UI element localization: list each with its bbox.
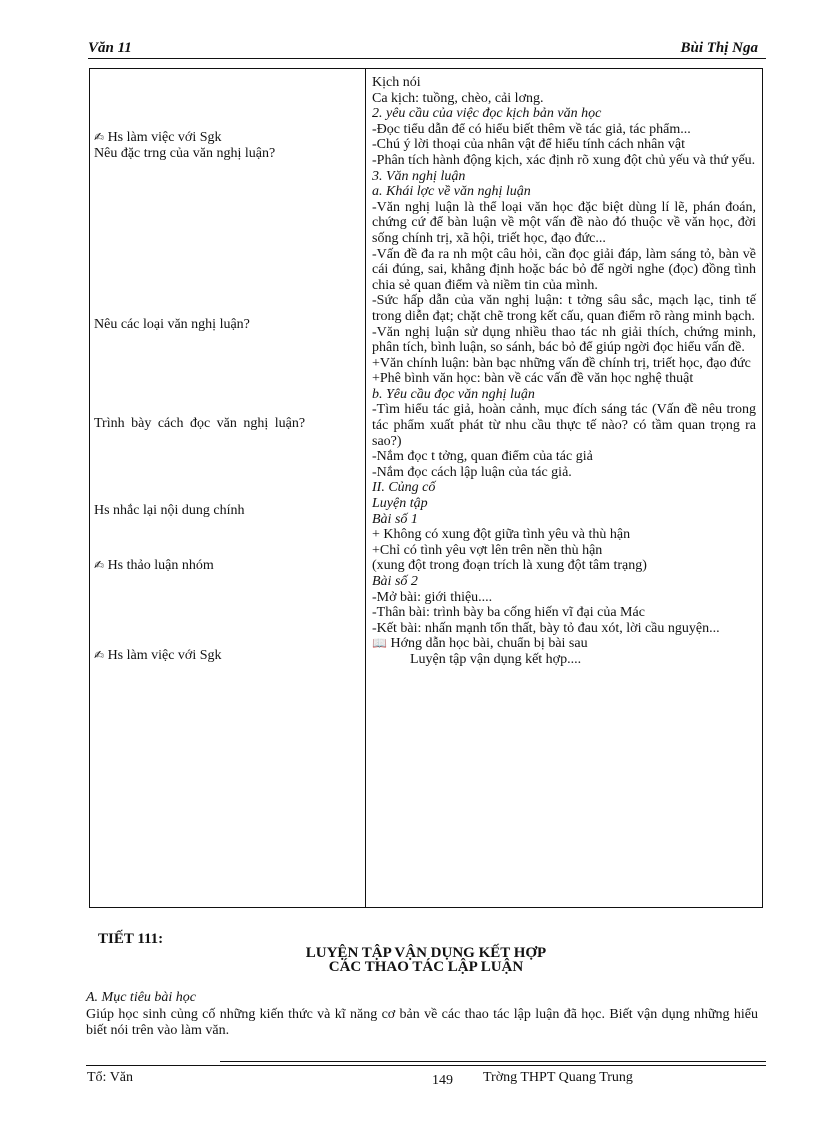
content-line: -Mở bài: giới thiệu.... xyxy=(372,589,493,605)
content-line: +Chỉ có tình yêu vợt lên trên nền thù hận xyxy=(372,542,603,558)
activity-item: ✍ Hs làm việc với Sgk xyxy=(94,648,222,663)
content-heading: Bài số 2 xyxy=(372,574,418,589)
pencil-hand-icon: ✍ xyxy=(94,130,105,144)
pencil-hand-icon: ✍ xyxy=(94,558,105,572)
section-heading: A. Mục tiêu bài học xyxy=(86,990,197,1005)
header-rule xyxy=(88,58,766,59)
department-label: Tổ: Văn xyxy=(87,1070,134,1085)
pencil-hand-icon: ✍ xyxy=(94,648,105,662)
school-name: Trờng THPT Quang Trung xyxy=(483,1070,633,1085)
content-line: +Phê bình văn học: bàn về các vấn đề văn học nghệ thuật xyxy=(372,371,694,387)
lesson-title: LUYỆN TẬP VẬN DỤNG KẾT HỢP xyxy=(305,945,547,961)
objective-paragraph: Giúp học sinh củng cố những kiến thức và kĩ năng cơ bản về các thao tác lập luận đã học. Biết vận dụng những hiểu biết nói trên vào làm văn. xyxy=(86,1007,758,1038)
question-item: Nêu đặc trng của văn nghị luận? xyxy=(94,146,276,161)
lesson-subtitle: CÁC THAO TÁC LẬP LUẬN xyxy=(328,959,524,975)
subject-label: Văn 11 xyxy=(88,40,132,56)
content-heading: Luyện tập xyxy=(372,496,428,512)
content-line: -Nắm đọc cách lập luận của tác giả. xyxy=(372,464,572,480)
lesson-table xyxy=(89,68,763,908)
column-divider xyxy=(365,69,366,907)
content-line: (xung đột trong đoạn trích là xung đột tâm trạng) xyxy=(372,558,647,574)
author-name: Bùi Thị Nga xyxy=(680,40,758,56)
content-line: -Đọc tiểu dẫn để có hiểu biết thêm về tác giả, tác phẩm... xyxy=(372,121,691,137)
content-line: -Sức hấp dẫn của văn nghị luận: t tởng sâu sắc, mạch lạc, tinh tế trong diễn đạt; chặt chẽ trong kết cấu, quan điểm rõ ràng minh bạch. xyxy=(372,293,756,324)
content-heading: 3. Văn nghị luận xyxy=(372,168,466,184)
footer-rule-top xyxy=(220,1061,766,1062)
content-heading: II. Củng cố xyxy=(372,480,436,496)
content-line: -Tìm hiểu tác giả, hoàn cảnh, mục đích sáng tác (Vấn đề nêu trong tác phẩm xuất phát từ nhu cầu thực tế nào? có tầm quan trọng ra sao?) xyxy=(372,402,756,449)
content-line: -Văn nghị luận sử dụng nhiều thao tác nh giải thích, chứng minh, phân tích, bình luận, so sánh, bác bỏ để giúp ngời đọc hiểu vấn đề. xyxy=(372,324,756,356)
lesson-number: TIẾT 111: xyxy=(98,931,164,947)
content-line: -Phân tích hành động kịch, xác định rõ xung đột chủ yếu và thứ yếu. xyxy=(372,152,756,168)
content-heading: 2. yêu cầu của việc đọc kịch bản văn học xyxy=(372,106,602,122)
content-line: -Kết bài: nhấn mạnh tổn thất, bày tỏ đau xót, lời cầu nguyện... xyxy=(372,620,720,636)
content-heading: b. Yêu cầu đọc văn nghị luận xyxy=(372,386,535,402)
content-line: Luyện tập vận dụng kết hợp.... xyxy=(410,651,582,667)
footer-rule xyxy=(86,1065,766,1066)
question-item: Nêu các loại văn nghị luận? xyxy=(94,317,250,332)
question-item: Trình bày cách đọc văn nghị luận? xyxy=(94,416,306,431)
page-number: 149 xyxy=(432,1073,453,1088)
activity-item: Hs nhắc lại nội dung chính xyxy=(94,503,245,518)
content-heading: a. Khái lợc về văn nghị luận xyxy=(372,184,531,200)
content-line: -Vấn đề đa ra nh một câu hỏi, cần đọc giải đáp, làm sáng tỏ, bàn về cái đúng, sai, khẳng định hoặc bác bỏ để ngời nghe (đọc) đồng tình chia sẻ quan điểm và niềm tin của mình. xyxy=(372,246,756,293)
content-line: Ca kịch: tuồng, chèo, cải lơng. xyxy=(372,90,544,106)
book-icon: 📖 xyxy=(372,636,387,651)
content-heading: Bài số 1 xyxy=(372,511,418,527)
content-line: 📖 Hớng dẫn học bài, chuẩn bị bài sau xyxy=(372,636,588,652)
content-line: -Chú ý lời thoại của nhân vật để hiểu tính cách nhân vật xyxy=(372,137,685,153)
activity-item: ✍ Hs làm việc với Sgk xyxy=(94,130,222,145)
content-line: -Thân bài: trình bày ba cống hiến vĩ đại của Mác xyxy=(372,605,645,621)
content-line: -Nắm đọc t tởng, quan điểm của tác giả xyxy=(372,449,593,465)
content-line: -Văn nghị luận là thể loại văn học đặc biệt dùng lí lẽ, phán đoán, chứng cứ để bàn luận về một vấn đề nào đó thuộc về văn học, đời sống chính trị, xã hội, triết học, đạo đức... xyxy=(372,199,756,246)
activity-item: ✍ Hs thảo luận nhóm xyxy=(94,558,214,573)
content-line: + Không có xung đột giữa tình yêu và thù hận xyxy=(372,527,631,543)
content-line: Kịch nói xyxy=(372,75,421,90)
content-column xyxy=(372,75,756,668)
content-line: +Văn chính luận: bàn bạc những vấn đề chính trị, triết học, đạo đức xyxy=(372,355,751,371)
